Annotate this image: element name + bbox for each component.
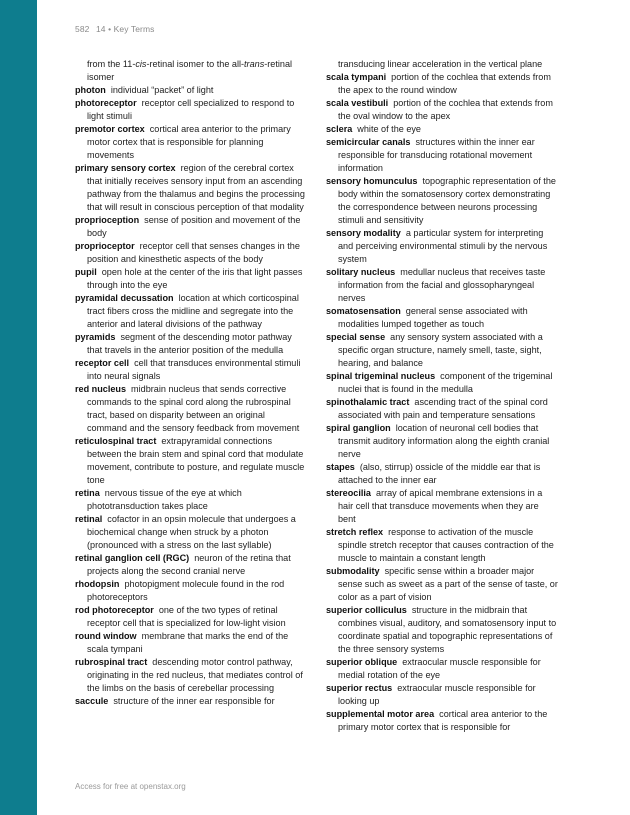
glossary-definition: response to activation of the muscle spindle stretch receptor that causes contraction of the muscle to maintain a constant length: [338, 527, 554, 563]
right-column: [326, 58, 558, 734]
glossary-definition: general sense associated with modalities lumped together as touch: [338, 306, 528, 329]
glossary-entry: [75, 266, 307, 292]
glossary-term: scala vestibuli: [326, 98, 389, 108]
glossary-term: sclera: [326, 124, 353, 134]
glossary-entry: [75, 292, 307, 331]
glossary-entry: [75, 383, 307, 435]
glossary-definition: array of apical membrane extensions in a hair cell that transduce movements when they are bent: [338, 488, 543, 524]
glossary-definition: white of the eye: [357, 124, 421, 134]
glossary-entry: [326, 227, 558, 266]
glossary-term: round window: [75, 631, 137, 641]
glossary-term: proprioceptor: [75, 241, 135, 251]
glossary-term: stereocilia: [326, 488, 371, 498]
glossary-definition: portion of the cochlea that extends from the apex to the round window: [338, 72, 551, 95]
glossary-term: supplemental motor area: [326, 709, 435, 719]
glossary-definition: cell that transduces environmental stimuli into neural signals: [87, 358, 301, 381]
glossary-definition: segment of the descending motor pathway that travels in the anterior position of the medulla: [87, 332, 292, 355]
glossary-entry: [326, 71, 558, 97]
glossary-entry: [75, 656, 307, 695]
glossary-entry: [75, 552, 307, 578]
glossary-term: solitary nucleus: [326, 267, 396, 277]
side-color-bar: [0, 0, 37, 815]
glossary-term: receptor cell: [75, 358, 130, 368]
glossary-entry: [326, 487, 558, 526]
page-footer: Access for free at openstax.org: [75, 782, 186, 791]
glossary-definition: sense of position and movement of the body: [87, 215, 301, 238]
glossary-entry: [75, 604, 307, 630]
glossary-term: scala tympani: [326, 72, 387, 82]
glossary-term: sensory homunculus: [326, 176, 418, 186]
glossary-definition: specific sense within a broader major sense such as sweet as a part of the sense of taste, or color as a part of vision: [338, 566, 558, 602]
right-continuation: transducing linear acceleration in the vertical plane: [338, 59, 543, 69]
glossary-definition: receptor cell that senses changes in the position and kinesthetic aspects of the body: [87, 241, 300, 264]
glossary-entry: [326, 331, 558, 370]
glossary-definition: extraocular muscle responsible for medial rotation of the eye: [338, 657, 541, 680]
glossary-definition: receptor cell specialized to respond to light stimuli: [87, 98, 295, 121]
glossary-entry: [326, 656, 558, 682]
glossary-term: spinal trigeminal nucleus: [326, 371, 436, 381]
glossary-entry: [326, 305, 558, 331]
glossary-term: submodality: [326, 566, 380, 576]
glossary-term: primary sensory cortex: [75, 163, 176, 173]
glossary-term: photon: [75, 85, 106, 95]
glossary-term: premotor cortex: [75, 124, 145, 134]
glossary-term: pyramids: [75, 332, 116, 342]
glossary-term: semicircular canals: [326, 137, 411, 147]
glossary-entry: [75, 487, 307, 513]
glossary-term: special sense: [326, 332, 386, 342]
glossary-entry: [75, 240, 307, 266]
glossary-entry: [326, 136, 558, 175]
glossary-entry: [75, 513, 307, 552]
left-term-list: [75, 84, 307, 708]
glossary-definition: topographic representation of the body within the somatosensory cortex demonstrating the correspondence between neurons processing stimuli and sensitivity: [338, 176, 556, 225]
glossary-term: reticulospinal tract: [75, 436, 157, 446]
page-number: 582: [75, 24, 90, 34]
glossary-entry: [75, 331, 307, 357]
glossary-entry: [326, 682, 558, 708]
glossary-term: stapes: [326, 462, 355, 472]
glossary-term: photoreceptor: [75, 98, 137, 108]
glossary-term: retina: [75, 488, 100, 498]
glossary-definition: structures within the inner ear responsible for transducing rotational movement information: [338, 137, 535, 173]
glossary-term: rod photoreceptor: [75, 605, 154, 615]
glossary-definition: cortical area anterior to the primary motor cortex that is responsible for planning movements: [87, 124, 291, 160]
left-column: [75, 58, 307, 708]
glossary-entry: [75, 123, 307, 162]
glossary-entry: [326, 266, 558, 305]
glossary-entry: [75, 84, 307, 97]
glossary-term: sensory modality: [326, 228, 401, 238]
left-continuation: from the 11-cis-retinal isomer to the all-trans-retinal isomer: [87, 59, 293, 82]
glossary-entry: [326, 97, 558, 123]
glossary-term: superior oblique: [326, 657, 398, 667]
glossary-definition: descending motor control pathway, originating in the red nucleus, that mediates control of the limbs on the basis of cerebellar processing: [87, 657, 303, 693]
glossary-definition: extraocular muscle responsible for looking up: [338, 683, 536, 706]
glossary-definition: nervous tissue of the eye at which phototransduction takes place: [87, 488, 242, 511]
glossary-entry: [75, 97, 307, 123]
glossary-entry: [326, 708, 558, 734]
glossary-entry: [75, 214, 307, 240]
glossary-definition: any sensory system associated with a specific organ structure, namely smell, taste, sight, hearing, and balance: [338, 332, 543, 368]
glossary-definition: photopigment molecule found in the rod photoreceptors: [87, 579, 285, 602]
glossary-definition: individual “packet” of light: [110, 85, 214, 95]
glossary-entry: [326, 123, 558, 136]
glossary-entry: [326, 370, 558, 396]
glossary-term: red nucleus: [75, 384, 127, 394]
glossary-entry: [326, 396, 558, 422]
glossary-entry: [75, 630, 307, 656]
glossary-entry: [326, 604, 558, 656]
glossary-definition: location at which corticospinal tract fibers cross the midline and segregate into the anterior and lateral divisions of the pathway: [87, 293, 299, 329]
glossary-term: rubrospinal tract: [75, 657, 148, 667]
glossary-definition: a particular system for interpreting and perceiving environmental stimuli by the nervous system: [338, 228, 548, 264]
glossary-entry: [326, 461, 558, 487]
glossary-term: spiral ganglion: [326, 423, 391, 433]
glossary-definition: open hole at the center of the iris that light passes through into the eye: [87, 267, 303, 290]
glossary-definition: ascending tract of the spinal cord associated with pain and temperature sensations: [338, 397, 548, 420]
glossary-entry: [75, 695, 307, 708]
glossary-definition: component of the trigeminal nuclei that is found in the medulla: [338, 371, 553, 394]
glossary-term: retinal: [75, 514, 103, 524]
glossary-entry: [75, 357, 307, 383]
glossary-term: pyramidal decussation: [75, 293, 174, 303]
glossary-definition: extrapyramidal connections between the brain stem and spinal cord that modulate movement, contribute to posture, and regulate muscle tone: [87, 436, 305, 485]
glossary-definition: medullar nucleus that receives taste information from the facial and glossopharyngeal nerves: [338, 267, 546, 303]
glossary-term: proprioception: [75, 215, 140, 225]
glossary-entry: [326, 422, 558, 461]
glossary-definition: cofactor in an opsin molecule that undergoes a biochemical change when struck by a photon (pronounced with a stress on the last syllable): [87, 514, 296, 550]
page-header: [75, 24, 159, 34]
glossary-term: stretch reflex: [326, 527, 384, 537]
glossary-entry: [326, 175, 558, 227]
glossary-entry: [75, 578, 307, 604]
glossary-definition: region of the cerebral cortex that initially receives sensory input from an ascending pathway from the thalamus and begins the processing that will result in conscious perception of that modality: [87, 163, 305, 212]
glossary-definition: (also, stirrup) ossicle of the middle ear that is attached to the inner ear: [338, 462, 541, 485]
glossary-definition: structure of the inner ear responsible for: [113, 696, 275, 706]
glossary-definition: one of the two types of retinal receptor cell that is specialized for low-light vision: [87, 605, 286, 628]
glossary-term: saccule: [75, 696, 109, 706]
glossary-term: spinothalamic tract: [326, 397, 410, 407]
glossary-term: retinal ganglion cell (RGC): [75, 553, 190, 563]
glossary-entry: [75, 435, 307, 487]
header-section: 14 • Key Terms: [95, 24, 155, 34]
right-term-list: [326, 71, 558, 734]
glossary-term: superior colliculus: [326, 605, 407, 615]
glossary-term: somatosensation: [326, 306, 401, 316]
glossary-definition: portion of the cochlea that extends from the oval window to the apex: [338, 98, 553, 121]
glossary-definition: neuron of the retina that projects along the second cranial nerve: [87, 553, 291, 576]
glossary-definition: location of neuronal cell bodies that transmit auditory information along the eighth cranial nerve: [338, 423, 550, 459]
glossary-definition: cortical area anterior to the primary motor cortex that is responsible for: [338, 709, 548, 732]
glossary-entry: [326, 565, 558, 604]
glossary-entry: [326, 526, 558, 565]
glossary-term: rhodopsin: [75, 579, 120, 589]
glossary-term: pupil: [75, 267, 97, 277]
glossary-entry: [75, 162, 307, 214]
glossary-term: superior rectus: [326, 683, 393, 693]
glossary-definition: membrane that marks the end of the scala tympani: [87, 631, 289, 654]
glossary-definition: midbrain nucleus that sends corrective commands to the spinal cord along the rubrospinal tract, based on disparity between an original command and the sensory feedback from movement: [87, 384, 300, 433]
glossary-definition: structure in the midbrain that combines visual, auditory, and somatosensory input to coordinate spatial and topographic representations of the three sensory systems: [338, 605, 557, 654]
